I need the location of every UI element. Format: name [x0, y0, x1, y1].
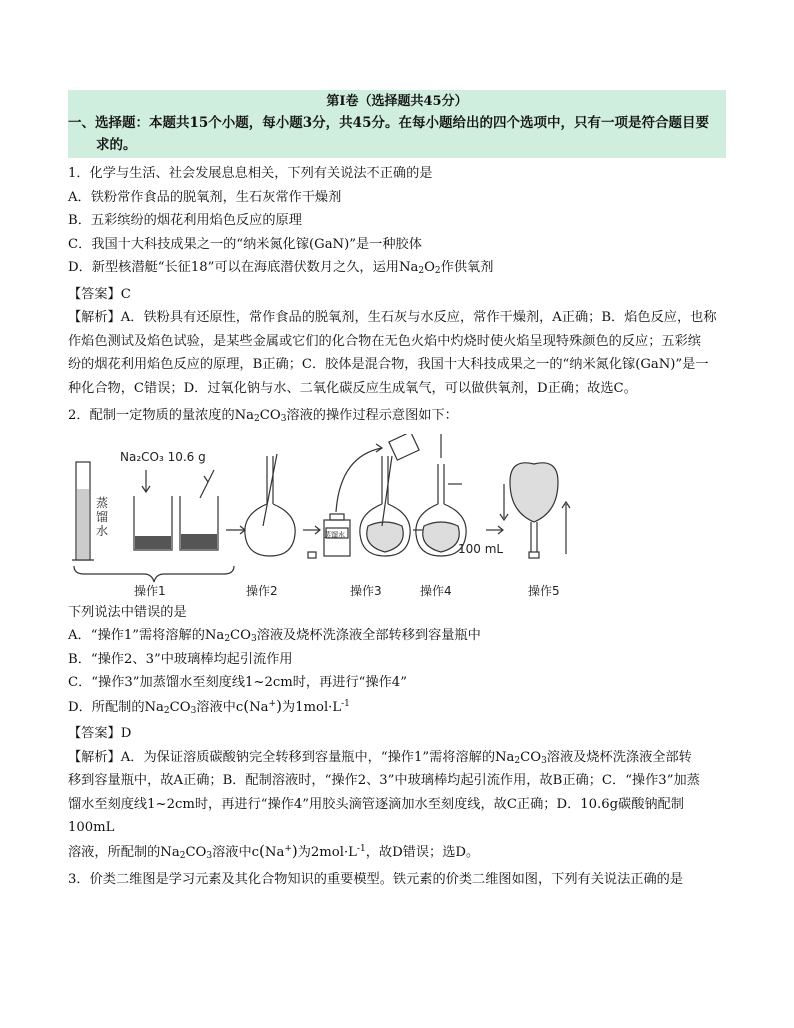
q2-option-a: A．“操作1”需将溶解的$Na_2CO_3$溶液及烧杯洗涤液全部转移到容量瓶中: [68, 628, 481, 644]
q1-explanation-l4: 种化合物，C错误；D．过氧化钠与水、二氧化碳反应生成氧气，可以做供氧剂，D正确；故选C。: [68, 380, 637, 396]
volumetric-flask-4: [416, 434, 466, 556]
q1-option-d: D．新型核潜艇“长征18”可以在海底潜伏数月之久，运用$Na_2O_2$作供氧剂: [68, 260, 494, 276]
q1-option-c: C．我国十大科技成果之一的“纳米氮化镓(GaN)”是一种胶体: [68, 236, 422, 252]
q2-option-b: B．“操作2、3”中玻璃棒均起引流作用: [68, 651, 293, 667]
section-instructions-cont: 求的。: [96, 137, 137, 153]
volumetric-flask-2: [245, 454, 295, 556]
op-label-5: 操作5: [528, 583, 560, 598]
op-label-3: 操作3: [350, 583, 382, 598]
wash-bottle-label: 蒸馏水: [324, 530, 345, 539]
document-page: [68, 90, 726, 892]
q1-option-a: A．铁粉常作食品的脱氧剂，生石灰常作干燥剂: [68, 189, 342, 205]
q1-explanation-l1: 【解析】A．铁粉具有还原性，常作食品的脱氧剂，生石灰与水反应，常作干燥剂，A正确；B．焰色反应，也称: [68, 310, 717, 325]
q1-explanation-l2: 作焰色测试及焰色试验，是某些金属或它们的化合物在无色火焰中灼烧时使火焰呈现特殊颜色的反应；五彩缤: [68, 333, 701, 349]
op-label-4: 操作4: [420, 583, 452, 598]
q2-option-d: D．所配制的$Na_2CO_3$溶液中c(Na+)为$1mol\cdot L^{-1}$: [68, 696, 350, 716]
q2-explanation-l4: 溶液，所配制的$Na_2CO_3$溶液中c(Na+)为$2mol\cdot L^{-1}$，故D错误；选D。: [68, 841, 480, 861]
section-instructions: 一、选择题：本题共15个小题，每小题3分，共45分。在每小题给出的四个选项中，只有一项是符合题目要: [68, 115, 709, 131]
distilled-water-label: 蒸 馏 水: [96, 495, 109, 538]
inverted-flask: [500, 462, 570, 557]
section-title: 第Ⅰ卷（选择题共45分）: [326, 94, 468, 109]
q2-stem: 2．配制一定物质的量浓度的$Na_2CO_3$溶液的操作过程示意图如下：: [68, 408, 458, 424]
q2-ask: 下列说法中错误的是: [68, 604, 187, 620]
q1-stem: 1．化学与生活、社会发展息息相关，下列有关说法不正确的是: [68, 166, 433, 181]
q2-explanation-l2: 移到容量瓶中，故A正确；B．配制溶液时，“操作2、3”中玻璃棒均起引流作用，故B正确；C．“操作3”加蒸: [68, 773, 700, 788]
q3-stem: 3．价类二维图是学习元素及其化合物知识的重要模型。铁元素的价类二维图如图，下列有关说法正确的是: [68, 872, 684, 887]
op-label-2: 操作2: [246, 583, 278, 598]
q2-explanation-l3: 馏水至刻度线1~2cm时，再进行“操作4”用胶头滴管逐滴加水至刻度线，故C正确；D．10.6g碳酸钠配制100mL: [68, 796, 684, 835]
q2-explanation-l1: 【解析】A．为保证溶质碳酸钠完全转移到容量瓶中，“操作1”需将溶解的$Na_2CO_3$溶液及烧杯洗涤液全部转: [68, 749, 692, 766]
reagent-label: Na₂CO₃ 10.6 g: [120, 449, 206, 464]
q1-explanation-l3: 纷的烟花利用焰色反应的原理，B正确；C．胶体是混合物，我国十大科技成果之一的“纳米氮化镓(GaN)”是一: [68, 357, 709, 372]
q2-answer: 【答案】D: [68, 726, 132, 741]
op-label-1: 操作1: [134, 583, 166, 598]
volume-label: 100 mL: [458, 541, 504, 556]
q2-option-c: C．“操作3”加蒸馏水至刻度线1~2cm时，再进行“操作4”: [68, 675, 407, 690]
q1-answer: 【答案】C: [68, 286, 131, 302]
procedure-figure: [68, 434, 726, 599]
section-banner: [68, 90, 726, 158]
q1-option-b: B．五彩缤纷的烟花利用焰色反应的原理: [68, 213, 302, 228]
